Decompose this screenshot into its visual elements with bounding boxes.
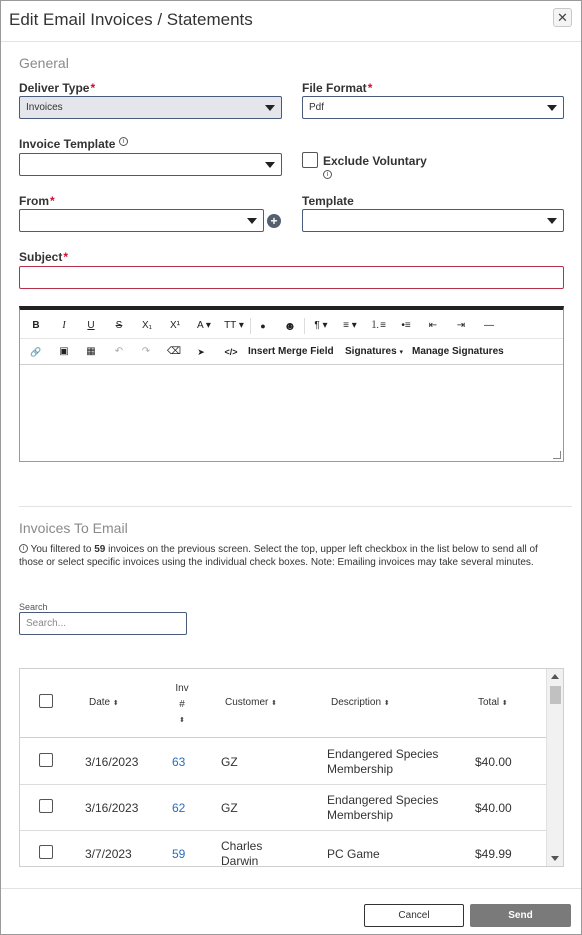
subject-label: Subject* — [19, 250, 69, 264]
signatures-dropdown[interactable]: Signatures ▾ — [345, 346, 403, 357]
column-header-inv[interactable]: Inv # ⬍ — [175, 681, 189, 729]
align-icon[interactable]: ≡ ▾ — [343, 320, 357, 331]
row-description: PC Game — [327, 847, 380, 861]
column-header-customer[interactable]: Customer ⬍ — [225, 697, 278, 708]
row-description: Endangered Species Membership — [327, 747, 439, 776]
row-customer: GZ — [221, 801, 238, 815]
column-header-total[interactable]: Total ⬍ — [478, 697, 508, 708]
strikethrough-icon[interactable]: S — [115, 320, 123, 331]
invoice-grid — [19, 668, 564, 867]
select-all-icon[interactable]: ➤ — [197, 347, 205, 357]
manage-signatures-button[interactable]: Manage Signatures — [412, 346, 504, 357]
search-input[interactable]: Search... — [19, 612, 187, 635]
dialog-header — [1, 1, 581, 42]
template-label: Template — [302, 194, 354, 208]
editor-content-area[interactable] — [20, 366, 563, 460]
editor-toolbar-row-2 — [20, 339, 563, 365]
chevron-down-icon — [265, 162, 275, 168]
editor-toolbar-row-1 — [20, 313, 563, 339]
grid-header — [20, 669, 547, 738]
close-icon[interactable]: ✕ — [553, 8, 572, 27]
filter-note: i You filtered to 59 invoices on the previous screen. Select the top, upper left checkbox in the list below to send all of those or select specific invoices using the individual check boxes. Note: Emailing invoices may take several minutes. — [19, 544, 538, 568]
sort-icon: ⬍ — [112, 700, 119, 707]
row-invoice-link[interactable]: 62 — [172, 801, 186, 815]
superscript-icon[interactable]: X¹ — [170, 320, 180, 331]
background-color-icon[interactable]: ● — [260, 321, 266, 331]
row-customer: Charles Darwin — [221, 839, 263, 867]
chevron-down-icon: ▾ — [399, 349, 403, 356]
sort-icon: ⬍ — [383, 700, 390, 707]
deliver-type-label: Deliver Type* — [19, 81, 96, 95]
insert-merge-field-button[interactable]: Insert Merge Field — [248, 346, 334, 357]
redo-icon[interactable]: ↷ — [141, 346, 151, 357]
scrollbar-thumb[interactable] — [550, 686, 561, 704]
row-total: $40.00 — [475, 755, 512, 769]
unordered-list-icon[interactable]: •≡ — [401, 320, 411, 331]
row-checkbox[interactable] — [39, 799, 53, 813]
scroll-up-icon[interactable] — [551, 674, 559, 679]
row-total: $40.00 — [475, 801, 512, 815]
clear-format-icon[interactable]: ⌫ — [166, 346, 182, 357]
file-format-label: File Format* — [302, 81, 373, 95]
paragraph-format-icon[interactable]: ¶ ▾ — [314, 320, 328, 331]
row-invoice-link[interactable]: 63 — [172, 755, 186, 769]
deliver-type-select[interactable]: Invoices — [19, 96, 282, 119]
outdent-icon[interactable]: ⇤ — [428, 320, 438, 331]
undo-icon[interactable]: ↶ — [114, 346, 124, 357]
bold-icon[interactable]: B — [32, 320, 40, 331]
font-color-icon[interactable]: A ▾ — [197, 320, 211, 331]
cancel-button[interactable]: Cancel — [364, 904, 464, 927]
table-row[interactable] — [20, 785, 547, 831]
sort-icon: ⬍ — [179, 717, 185, 724]
row-description: Endangered Species Membership — [327, 793, 439, 822]
email-body-editor — [19, 306, 564, 462]
insert-table-icon[interactable]: ▦ — [86, 346, 96, 357]
send-button[interactable]: Send — [470, 904, 571, 927]
emoji-icon[interactable]: ☻ — [283, 319, 297, 333]
chevron-down-icon — [265, 105, 275, 111]
row-date: 3/7/2023 — [85, 847, 132, 861]
dialog-title: Edit Email Invoices / Statements — [9, 10, 253, 29]
underline-icon[interactable]: U — [87, 320, 95, 331]
invoice-template-select[interactable] — [19, 153, 282, 176]
indent-icon[interactable]: ⇥ — [456, 320, 466, 331]
subscript-icon[interactable]: X₁ — [141, 320, 153, 331]
from-select[interactable] — [19, 209, 264, 232]
table-row[interactable] — [20, 831, 547, 867]
column-header-date[interactable]: Date ⬍ — [89, 697, 119, 708]
table-row[interactable] — [20, 739, 547, 785]
file-format-select[interactable]: Pdf — [302, 96, 564, 119]
insert-link-icon[interactable]: 🔗 — [30, 347, 42, 357]
exclude-voluntary-label: Exclude Voluntary — [323, 154, 427, 168]
horizontal-line-icon[interactable]: — — [484, 320, 494, 331]
row-customer: GZ — [221, 755, 238, 769]
subject-input[interactable] — [19, 266, 564, 289]
row-checkbox[interactable] — [39, 753, 53, 767]
code-view-icon[interactable]: </> — [224, 347, 238, 357]
row-date: 3/16/2023 — [85, 755, 139, 769]
info-icon: i — [323, 170, 332, 179]
font-size-icon[interactable]: TT ▾ — [224, 320, 244, 331]
chevron-down-icon — [247, 218, 257, 224]
template-select[interactable] — [302, 209, 564, 232]
chevron-down-icon — [547, 105, 557, 111]
add-from-button[interactable]: + — [267, 214, 281, 228]
invoice-template-label: Invoice Template i — [19, 137, 128, 151]
insert-image-icon[interactable]: ▣ — [59, 346, 69, 357]
column-header-description[interactable]: Description ⬍ — [331, 697, 390, 708]
scroll-down-icon[interactable] — [551, 856, 559, 861]
sort-icon: ⬍ — [271, 700, 278, 707]
general-section-title: General — [19, 55, 69, 71]
chevron-down-icon — [547, 218, 557, 224]
select-all-checkbox[interactable] — [39, 694, 53, 708]
info-icon: i — [19, 544, 28, 553]
invoices-section-title: Invoices To Email — [19, 520, 128, 536]
from-label: From* — [19, 194, 55, 208]
toolbar-separator — [250, 318, 251, 334]
grid-scrollbar[interactable] — [546, 669, 563, 866]
row-total: $49.99 — [475, 847, 512, 861]
sort-icon: ⬍ — [501, 700, 508, 707]
row-date: 3/16/2023 — [85, 801, 139, 815]
row-checkbox[interactable] — [39, 845, 53, 859]
section-divider — [19, 506, 572, 507]
toolbar-separator — [304, 318, 305, 334]
italic-icon[interactable]: I — [62, 320, 66, 331]
search-label: Search — [19, 602, 48, 612]
info-icon: i — [119, 137, 128, 146]
ordered-list-icon[interactable]: ⒈≡ — [370, 320, 386, 331]
row-invoice-link[interactable]: 59 — [172, 847, 186, 861]
resize-handle-icon[interactable] — [553, 451, 561, 459]
dialog-footer — [1, 888, 581, 934]
exclude-voluntary-checkbox[interactable] — [302, 152, 318, 168]
